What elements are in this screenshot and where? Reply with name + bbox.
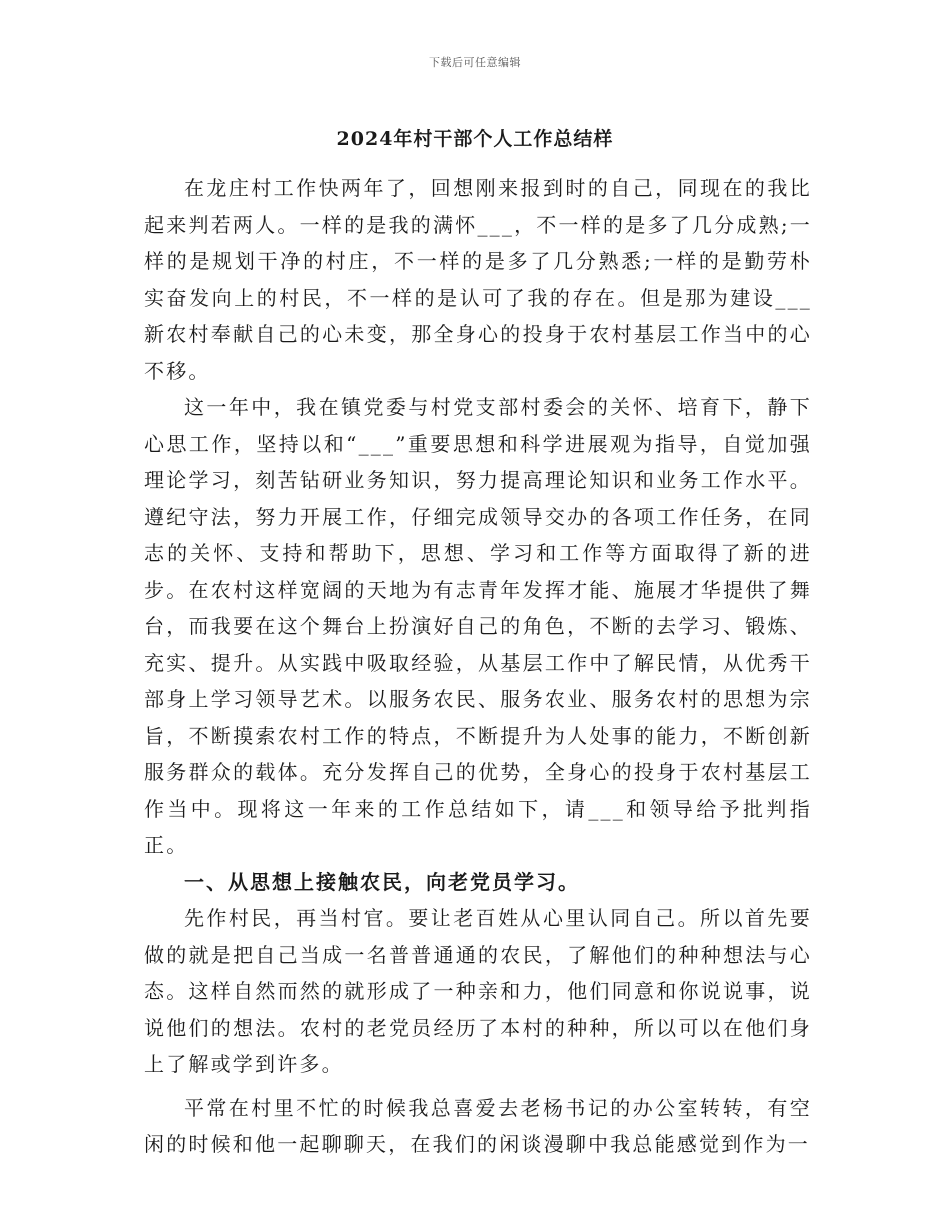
- section1-paragraph-1: 先作村民，再当村官。要让老百姓从心里认同自己。所以首先要做的就是把自己当成一名普普通通的农民，了解他们的种种想法与心态。这样自然而然的就形成了一种亲和力，他们同意和你说说事，说说他们的想法。农村的老党员经历了本村的种种，所以可以在他们身上了解或学到许多。: [144, 906, 812, 1076]
- document-title: 2024年村干部个人工作总结样: [336, 128, 614, 150]
- section1-paragraph-2: 平常在村里不忙的时候我总喜爱去老杨书记的办公室转转，有空闲的时候和他一起聊聊天，在我们的闲谈漫聊中我总能感觉到作为一: [144, 1095, 812, 1156]
- document-body: [144, 170, 812, 1163]
- intro-paragraph-2: 这一年中，我在镇党委与村党支部村委会的关怀、培育下，静下心思工作，坚持以和“___”重要思想和科学进展观为指导，自觉加强理论学习，刻苦钻研业务知识，努力提高理论知识和业务工作水平。遵纪守法，努力开展工作，仔细完成领导交办的各项工作任务，在同志的关怀、支持和帮助下，思想、学习和工作等方面取得了新的进步。在农村这样宽阔的天地为有志青年发挥才能、施展才华提供了舞台，而我要在这个舞台上扮演好自己的角色，不断的去学习、锻炼、充实、提升。从实践中吸取经验，从基层工作中了解民情，从优秀干部身上学习领导艺术。以服务农民、服务农业、服务农村的思想为宗旨，不断摸索农村工作的特点，不断提升为人处事的能力，不断创新服务群众的载体。充分发挥自己的优势，全身心的投身于农村基层工作当中。现将这一年来的工作总结如下，请___和领导给予批判指正。: [144, 395, 812, 857]
- section-heading-1: 一、从思想上接触农民，向老党员学习。: [184, 869, 580, 894]
- intro-paragraph-1: 在龙庄村工作快两年了，回想刚来报到时的自己，同现在的我比起来判若两人。一样的是我的满怀___，不一样的是多了几分成熟;一样的是规划干净的村庄，不一样的是多了几分熟悉;一样的是勤劳朴实奋发向上的村民，不一样的是认可了我的存在。但是那为建设___新农村奉献自己的心未变，那全身心的投身于农村基层工作当中的心不移。: [144, 176, 812, 383]
- page-header-note: 下载后可任意编辑: [429, 56, 521, 69]
